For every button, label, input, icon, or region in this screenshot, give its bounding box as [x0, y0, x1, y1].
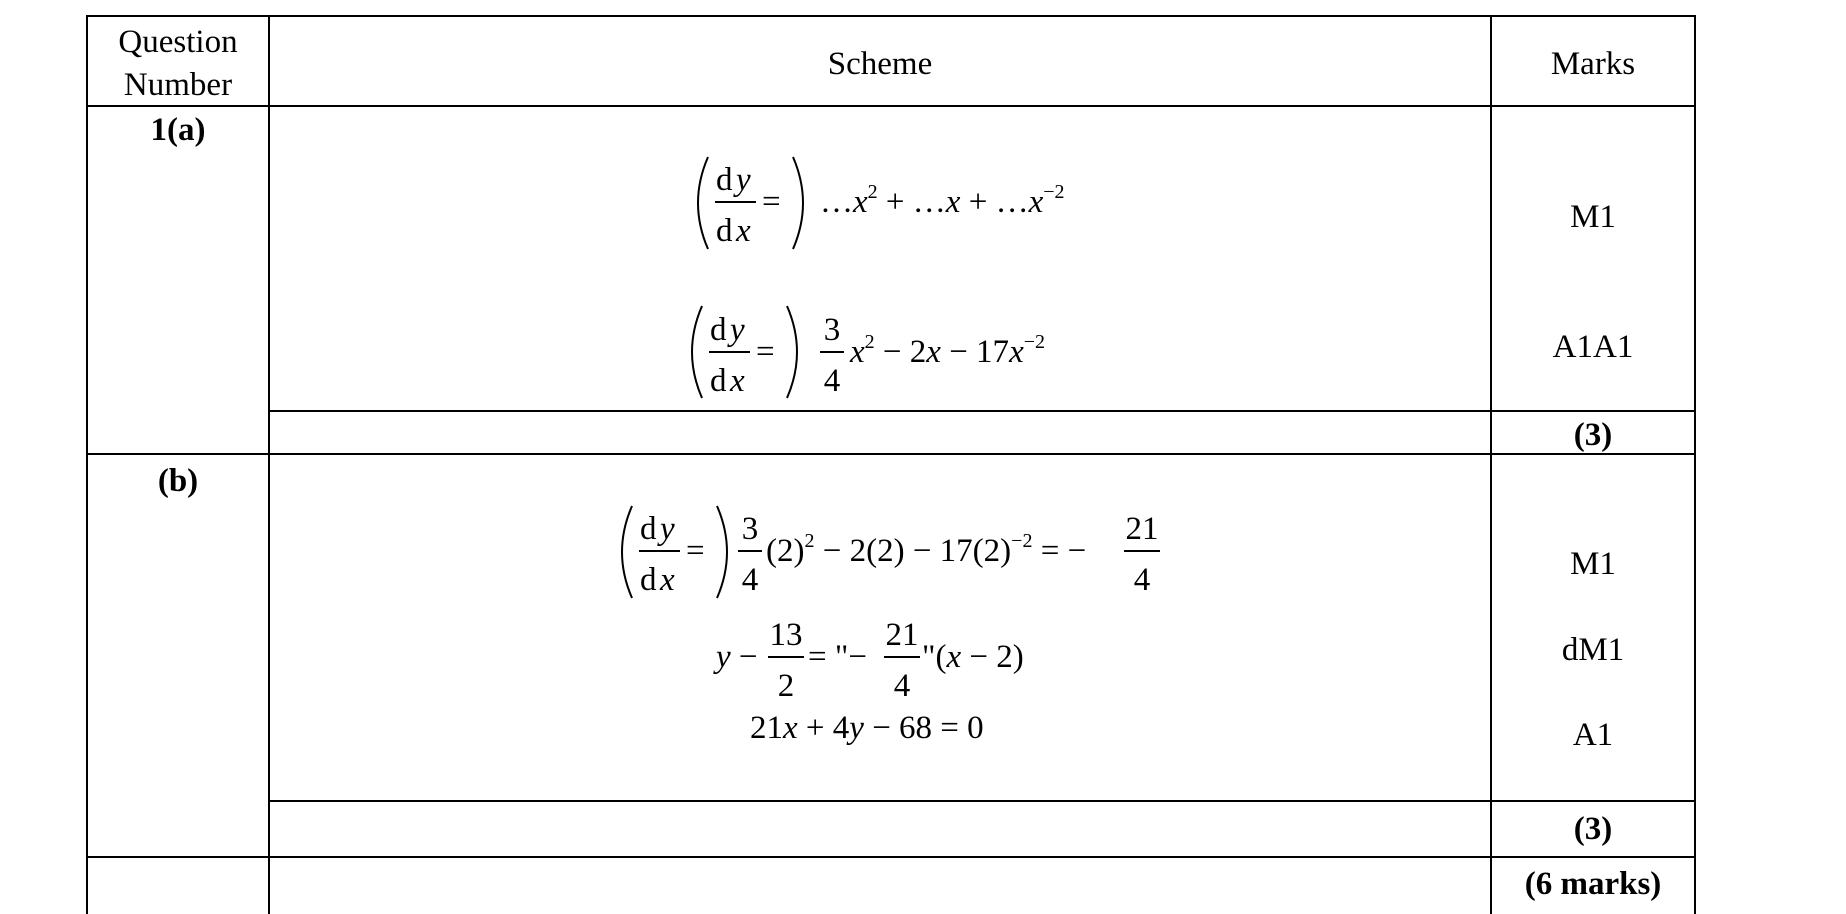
- dx-x: x: [730, 363, 745, 399]
- sup-2: 2: [804, 530, 815, 552]
- expression-mid: [766, 530, 1086, 569]
- x-var: x: [946, 639, 962, 675]
- dx-x: x: [660, 562, 675, 598]
- right-paren: [717, 506, 727, 598]
- total-marks: (6 marks): [1524, 866, 1662, 902]
- expr-tail: − 2(2) − 17(2): [814, 533, 1012, 569]
- y-minus: [713, 639, 758, 675]
- table-grid: [87, 16, 1695, 914]
- scheme-line-b3: [750, 710, 984, 746]
- header-scheme: Scheme: [827, 46, 933, 82]
- frac-den: 2: [777, 668, 795, 704]
- scheme-line-a2: [692, 306, 1045, 399]
- plus-1: +: [877, 184, 913, 220]
- frac2-den: 4: [1133, 562, 1151, 598]
- mark-a2: A1A1: [1552, 329, 1634, 365]
- left-paren: [622, 506, 632, 598]
- part-label-1a: 1(a): [150, 112, 206, 148]
- scheme-line-b2: [713, 617, 1024, 704]
- mark-b1: M1: [1570, 546, 1616, 582]
- minus-2: − 2: [874, 334, 927, 370]
- coef-21: 21: [750, 710, 783, 746]
- left-paren: [692, 306, 702, 398]
- scheme-line-a1: [698, 157, 1065, 249]
- left-paren: [698, 157, 708, 249]
- x-3: x: [1028, 184, 1044, 220]
- dx-d: d: [716, 213, 733, 249]
- y-var: y: [849, 710, 864, 746]
- x-2: x: [926, 334, 941, 370]
- dy-y: y: [660, 511, 675, 547]
- tail-expression: [922, 639, 1024, 675]
- frac2-num: 21: [1125, 511, 1159, 547]
- frac2-num: 21: [885, 617, 919, 653]
- two-paren: (2): [766, 533, 805, 569]
- y-var: y: [716, 639, 731, 675]
- dy-y: y: [730, 312, 745, 348]
- scheme-line-b1: [622, 506, 1160, 598]
- minus-two-paren: − 2): [961, 639, 1024, 675]
- dy-d: d: [640, 511, 657, 547]
- x-1: x: [853, 184, 868, 220]
- equals-quote-minus: = "−: [808, 639, 867, 675]
- dots-3: …: [995, 184, 1029, 220]
- frac-den: 4: [741, 562, 759, 598]
- dx-d: d: [710, 363, 727, 399]
- rhs-expression: [820, 181, 1065, 220]
- x-2: x: [945, 184, 961, 220]
- part-label-b: (b): [157, 463, 199, 499]
- frac-num: 13: [769, 617, 803, 653]
- header-marks: Marks: [1550, 46, 1636, 82]
- minus-17: − 17: [940, 334, 1010, 370]
- rhs-expression: [849, 331, 1045, 370]
- subtotal-b: (3): [1573, 811, 1613, 847]
- dots-1: …: [820, 184, 853, 220]
- minus: −: [730, 639, 758, 675]
- header-question-number-line1: Question: [118, 24, 238, 60]
- dots-2: …: [912, 184, 946, 220]
- frac-num: 3: [741, 511, 759, 547]
- sup-1: 2: [864, 331, 875, 353]
- equals: =: [762, 184, 781, 220]
- frac2-den: 4: [893, 668, 911, 704]
- plus-4: + 4: [797, 710, 850, 746]
- frac-den: 4: [823, 363, 841, 399]
- sup-3: −2: [1043, 181, 1065, 203]
- plus-2: +: [960, 184, 996, 220]
- sup-1: 2: [867, 181, 878, 203]
- mark-b2: dM1: [1561, 632, 1625, 668]
- dx-x: x: [736, 213, 751, 249]
- mark-b3: A1: [1572, 717, 1614, 753]
- sup-neg2: −2: [1011, 530, 1033, 552]
- x-var: x: [783, 710, 798, 746]
- sup-3: −2: [1023, 331, 1045, 353]
- right-paren: [787, 306, 797, 398]
- equals: =: [686, 533, 705, 569]
- dy-d: d: [716, 162, 733, 198]
- dy-d: d: [710, 312, 727, 348]
- minus-68-eq-0: − 68 = 0: [863, 710, 984, 746]
- subtotal-a: (3): [1573, 417, 1613, 453]
- equals: =: [756, 334, 775, 370]
- frac-num: 3: [823, 312, 841, 348]
- x-1: x: [850, 334, 865, 370]
- final-equation: [750, 710, 984, 746]
- header-question-number-line2: Number: [123, 67, 233, 103]
- x-3: x: [1009, 334, 1024, 370]
- mark-a1: M1: [1570, 199, 1616, 235]
- dx-d: d: [640, 562, 657, 598]
- dy-y: y: [736, 162, 751, 198]
- right-paren: [793, 157, 803, 249]
- quote-paren: "(: [922, 639, 947, 675]
- equals-minus: = −: [1032, 533, 1087, 569]
